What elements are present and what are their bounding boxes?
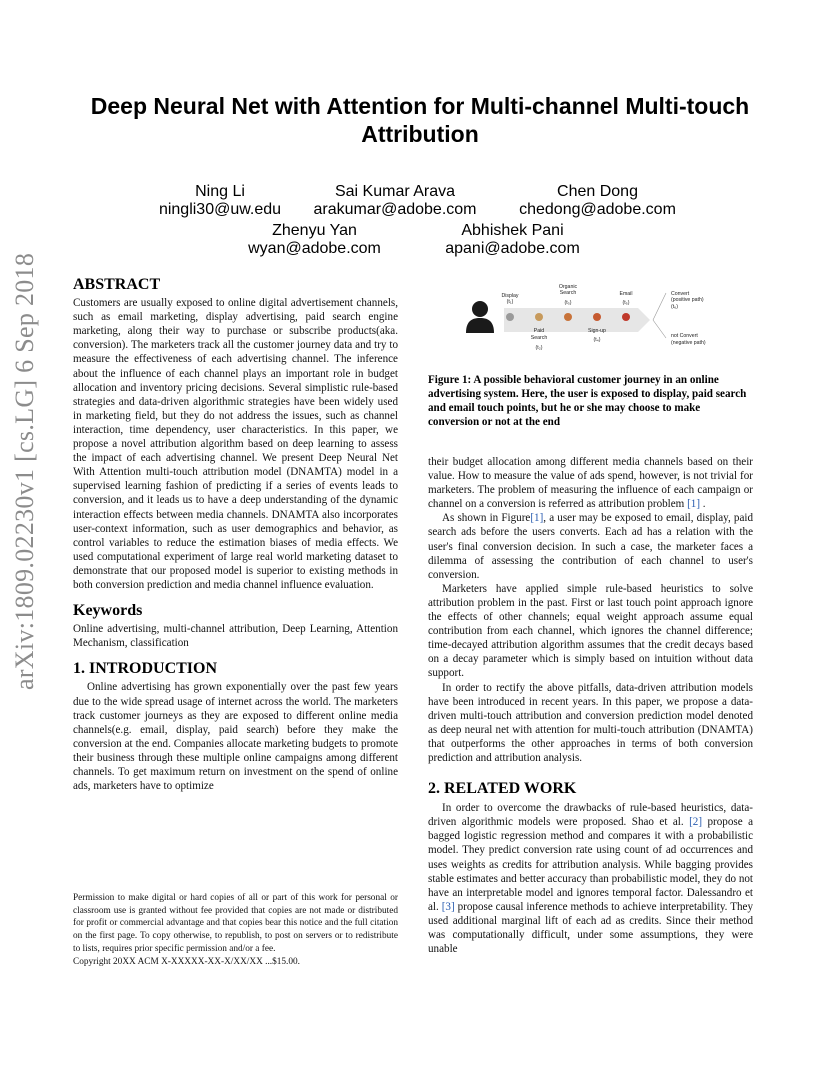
intro-text: , a user may be exposed to email, display, paid search ads before the users converts. Each ad has a relation with the user's final conversion decision. In such a case, the marketer faces a dilemma of assessing the contribution of each channel to user's conversion. [428, 512, 754, 581]
introduction-paragraph: Online advertising has grown exponentially over the past few years due to the wide spread usage of internet across the world. The marketers track customer journeys as they are exposed to different online media channels(e.g. email, display, paid search) before they make the conversion at the end. Companies allocate marketing budgets to promote their business through these multiple online campaigns among different channels. To get maximum return on investment on the spend of online ads, marketers have to optimize [73, 681, 398, 793]
permission-text: Permission to make digital or hard copies of all or part of this work for personal or classroom use is granted without fee provided that copies are not made or distributed for profit or commercial advantage and that copies bear this notice and the full citation on the first page. To copy otherwise, to republish, to post on servers or to redistribute to lists, requires prior specific permission and/or a fee. [73, 893, 398, 954]
paper-title: Deep Neural Net with Attention for Multi-channel Multi-touch Attribution [90, 93, 750, 147]
figure-caption: Figure 1: A possible behavioral customer journey in an online advertising system. Here, the user is exposed to display, paid search and email touch points, but he or she may choose to make conversion or not at the end [428, 374, 747, 428]
touchpoint-sign-up [593, 313, 601, 321]
convert-branch [653, 293, 666, 320]
touchpoint-display [506, 313, 514, 321]
related-text: In order to overcome the drawbacks of rule-based heuristics, data-driven algorithmic models were proposed. Shao et al. [428, 802, 753, 829]
label-sign-up-time: (t₄) [593, 337, 601, 343]
reference-link[interactable]: [1] [687, 498, 701, 511]
author-email: wyan@adobe.com [248, 240, 381, 257]
intro-text-end: . [700, 498, 706, 511]
permission-footnote [73, 892, 398, 968]
reference-link[interactable]: [3] [441, 900, 455, 913]
author-email: arakumar@adobe.com [313, 201, 477, 218]
introduction-paragraph: Marketers have applied simple rule-based heuristics to solve attribution problem in the past. First or last touch point approach ignore the effects of other channels; equal weight approach assume equal contribution from each channel, which ignores the channel difference; time-decayed attribution algorithm assumes that the credit decays based on a decay parameter which is simply based on intuition without data support. [428, 582, 753, 680]
label-display: Display [501, 293, 519, 299]
label-sign-up: Sign-up [588, 328, 606, 334]
reference-link[interactable]: [2] [689, 816, 703, 829]
related-work-heading: 2. RELATED WORK [428, 780, 577, 798]
related-text: propose a bagged logistic regression method and compares it with a probabilistic model. They predict conversion rate using count of ad occurrences and uses weights as credits for attribution analysis. While bagging provides stable estimates and better accuracy than probabilistic model, they do not have an interpretable model and ignores temporal factor. Dalessandro et al. [428, 816, 754, 913]
introduction-paragraph [428, 511, 753, 581]
touchpoint-organic-search [564, 313, 572, 321]
keywords-text: Online advertising, multi-channel attribution, Deep Learning, Attention Mechanism, classification [73, 623, 398, 650]
author-4 [232, 222, 397, 258]
label-convert-time: (t₆) [671, 304, 678, 310]
label-paid: Paid [533, 328, 545, 334]
label-not-convert-path: (negative path) [671, 340, 706, 346]
figure-reference-link[interactable]: [1] [530, 512, 544, 525]
label-email: Email [619, 291, 633, 297]
left-column [73, 278, 398, 793]
author-5 [430, 222, 595, 258]
introduction-paragraph: In order to rectify the above pitfalls, data-driven attribution models have been introduced in recent years. In this paper, we propose a data-driven multi-touch attribution and conversion prediction model denoted as deep neural net with attention for multi-touch attribution (DNAMTA) that outperforms the other approaches in terms of both conversion prediction and attribution analysis. [428, 681, 753, 764]
author-email: apani@adobe.com [445, 240, 580, 257]
label-paid-time: (t₂) [535, 345, 543, 351]
abstract-text: Customers are usually exposed to online digital advertisement channels, such as email marketing, display advertising, paid search engine marketing, along their way to purchase or subscribe products(aka. conversion). The marketers track all the customer journey data and try to measure the effectiveness of each advertising channel. The inference about the influence of each channel plays an important role in budget allocation and inventory pricing decisions. Several simplistic rule-based strategies and data-driven algorithmic strategies have been widely used in marketing field, but they do not address the issues, such as channel interaction, time dependency, user characteristics. In this paper, we propose a novel attribution algorithm based on deep learning to assess the impact of each advertising channel. We present Deep Neural Net With Attention multi-touch attribution model (DNAMTA) model in a supervised learning fashion of predicting if a series of events leads to conversion, and it leads us to have a deep understanding of the dynamic interaction effects between media channels. DNAMTA also incorporates user-context information, such as user demographics and behavior, as control variables to reduce the estimation biases of media effects. We used computational experiment of large real world marketing dataset to demonstrate that our proposed model is superior to existing methods in both conversion prediction and media channel influence evaluation. [73, 297, 398, 591]
author-name: Chen Dong [557, 183, 638, 200]
customer-journey-figure [458, 280, 758, 360]
right-column [428, 455, 753, 956]
label-display-time: (t₁) [506, 299, 514, 305]
abstract-heading: ABSTRACT [73, 276, 161, 293]
label-convert: Convert [671, 291, 690, 297]
author-2 [300, 183, 490, 219]
user-icon [466, 301, 494, 333]
label-organic: Organic [558, 284, 578, 290]
author-name: Ning Li [195, 183, 245, 200]
copyright-text: Copyright 20XX ACM X-XXXXX-XX-X/XX/XX ...$15.00. [73, 956, 300, 967]
author-name: Sai Kumar Arava [334, 183, 456, 200]
touchpoint-paid-search [535, 313, 543, 321]
author-1 [140, 183, 300, 219]
intro-text: their budget allocation among different media channels based on their value. How to measure the value of ads spend, however, is not trivial for marketers. The problem of measuring the influence of each campaign or channel on a conversion is referred as attribution problem [428, 456, 753, 511]
related-work-paragraph [428, 801, 753, 956]
keywords-heading: Keywords [73, 602, 143, 620]
author-name: Abhishek Pani [461, 222, 564, 239]
author-name: Zhenyu Yan [272, 222, 357, 239]
related-text: propose causal inference methods to achieve interpretability. They used additional marginal lift of each ad as credits. Since their method was computationally difficult, under some assumptions, they were unable [428, 900, 753, 956]
label-not-convert: not Convert [671, 333, 698, 339]
introduction-continued [428, 455, 753, 511]
label-paid-search: Search [530, 335, 548, 341]
introduction-heading: 1. INTRODUCTION [73, 660, 218, 678]
author-email: ningli30@uw.edu [158, 201, 282, 218]
label-organic-time: (t₃) [564, 300, 572, 306]
arxiv-identifier: arXiv:1809.02230v1 [cs.LG] 6 Sep 2018 [10, 252, 39, 690]
not-convert-branch [653, 320, 666, 338]
author-email: chedong@adobe.com [519, 201, 676, 218]
label-convert-path: (positive path) [671, 297, 704, 303]
label-email-time: (t₅) [622, 300, 630, 306]
touchpoint-email [622, 313, 630, 321]
author-3 [505, 183, 690, 219]
intro-text: As shown in Figure [442, 512, 531, 525]
label-organic-search: Search [559, 290, 577, 296]
